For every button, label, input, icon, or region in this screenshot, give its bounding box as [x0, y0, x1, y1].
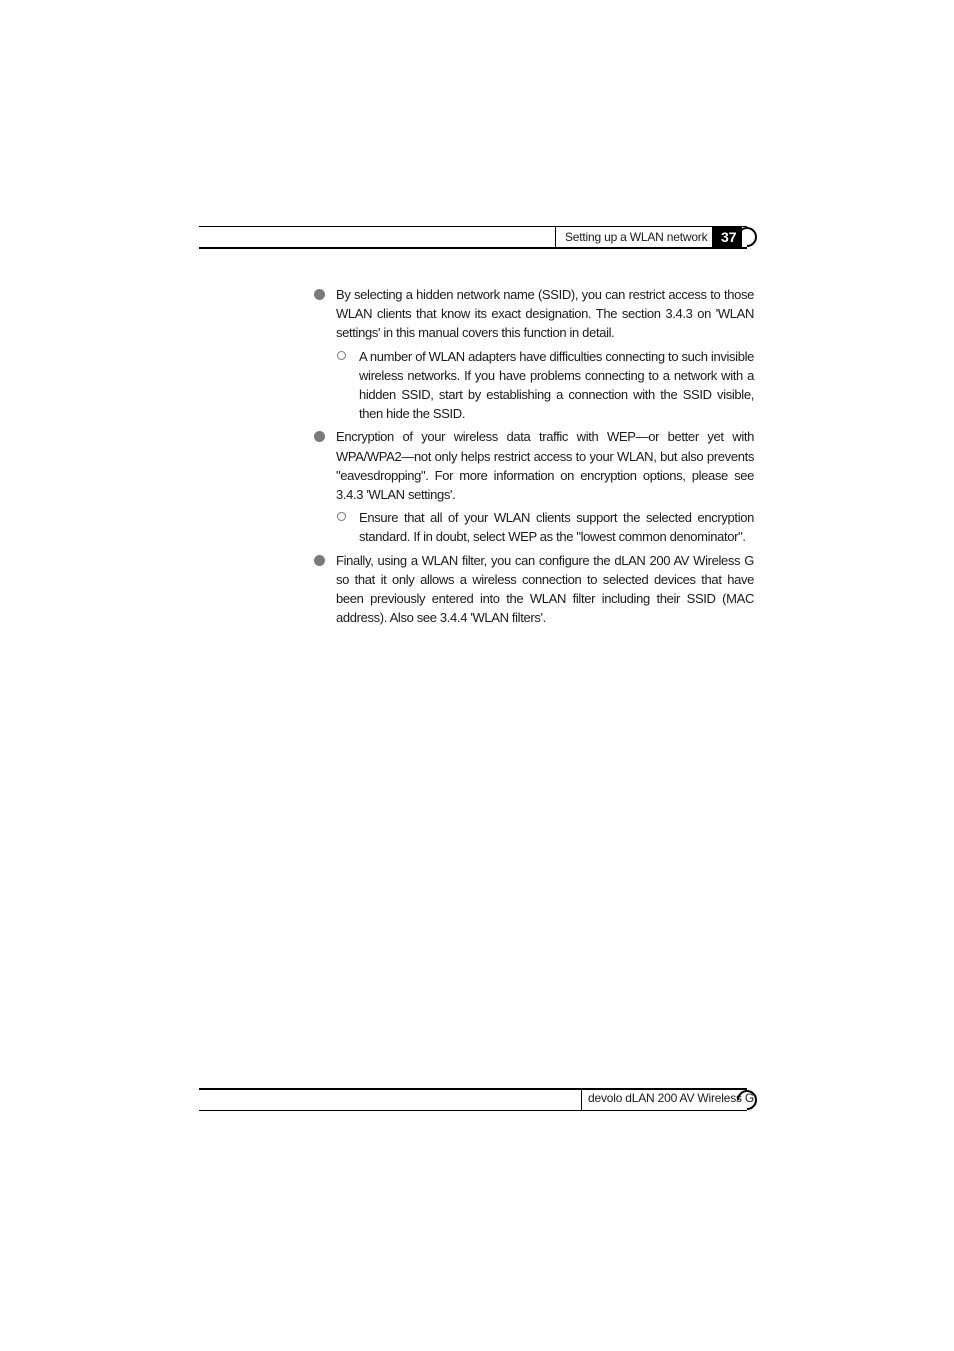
page-number: 37	[712, 227, 742, 248]
subbullet-encryption-standard: Ensure that all of your WLAN clients support the selected encryption standard. If in doubt, select WEP as the "lowest common denominator".	[359, 508, 754, 546]
subbullet-invisible-networks: A number of WLAN adapters have difficulties connecting to such invisible wireless networks. If you have problems connecting to a network with a hidden SSID, start by establishing a connection with the SSID visible, then hide the SSID.	[359, 347, 754, 424]
running-header-title: Setting up a WLAN network	[565, 230, 708, 244]
bullet-hidden-ssid: By selecting a hidden network name (SSID), you can restrict access to those WLAN clients that know its exact designation. The section 3.4.3 on 'WLAN settings' in this manual covers this function in detail.	[336, 285, 754, 343]
bullet-encryption: Encryption of your wireless data traffic with WEP—or better yet with WPA/WPA2—not only helps restrict access to your WLAN, but also prevents "eavesdropping". For more information on encryption options, please see 3.4.3 'WLAN settings'.	[336, 427, 754, 504]
footer-product-name: devolo dLAN 200 AV Wireless G	[588, 1091, 755, 1105]
bullet-wlan-filter: Finally, using a WLAN filter, you can configure the dLAN 200 AV Wireless G so that it only allows a wireless connection to selected devices that have been previously entered into the WLAN filter including their SSID (MAC address). Also see 3.4.4 'WLAN filters'.	[336, 551, 754, 628]
body-content	[336, 285, 754, 631]
header-bottom-rule	[199, 247, 747, 249]
header-top-rule	[199, 226, 747, 227]
header-divider	[555, 226, 556, 248]
footer-bottom-rule	[199, 1110, 747, 1111]
footer-divider	[581, 1089, 582, 1111]
